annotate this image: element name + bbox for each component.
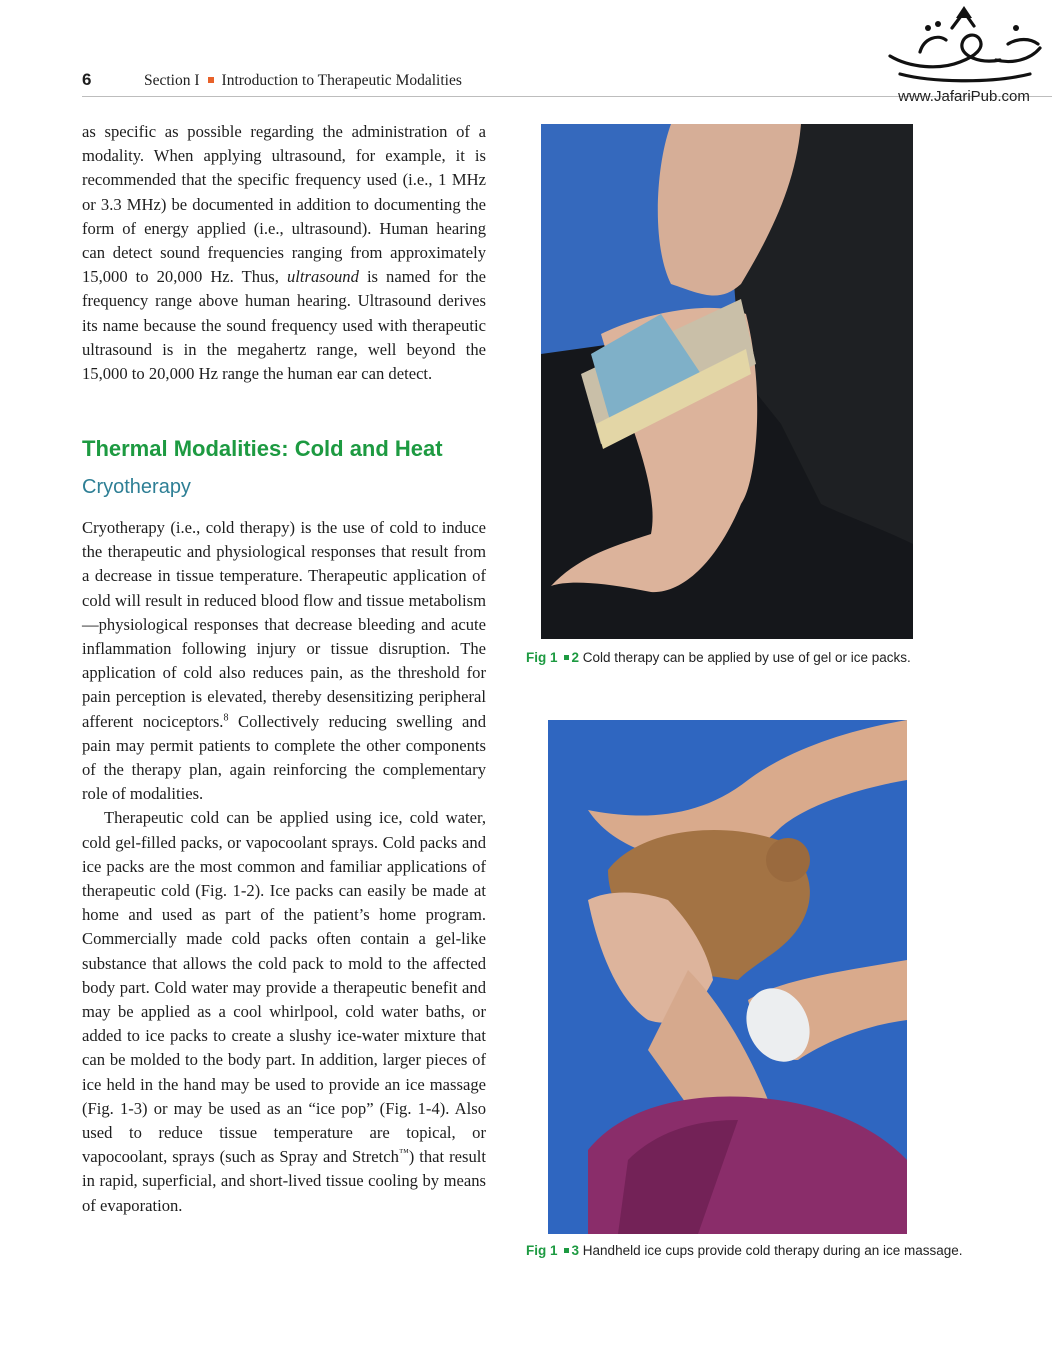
chapter-title: Introduction to Therapeutic Modalities	[221, 72, 462, 89]
paragraph-text: as specific as possible regarding the administration of a modality. When applying ultrasound, for example, it is recommended that the specific frequency used (i.e., 1 MHz or 3.3 MHz) be documented in addition to documenting the form of energy applied (i.e., ultrasound). Human hearing can detect sound frequencies ranging from approximately 15,000 to 20,000 Hz. Thus,	[82, 122, 486, 287]
section-heading: Thermal Modalities: Cold and Heat	[82, 436, 443, 461]
body-paragraph-2	[82, 516, 486, 1218]
calligraphy-logo-icon	[880, 4, 1048, 88]
figure-caption-1-2	[526, 650, 911, 665]
figure-number: 2	[571, 650, 580, 665]
figure-caption-1-3	[526, 1243, 963, 1258]
body-paragraph-1	[82, 120, 486, 386]
separator-square-icon	[208, 77, 214, 83]
figure-square-icon	[564, 655, 569, 660]
figure-square-icon	[564, 1248, 569, 1253]
paragraph-text: Cryotherapy (i.e., cold therapy) is the use of cold to induce the therapeutic and physiological responses that result from a decrease in tissue temperature. Therapeutic application of cold will result in reduced blood flow and tissue metabolism—physiological responses that decrease bleeding and acute inflammation following injury or tissue disruption. The application of cold also reduces pain, as the threshold for pain perception is elevated, thereby desensitizing peripheral afferent nociceptors.	[82, 518, 486, 731]
figure-number: 3	[571, 1243, 580, 1258]
running-header	[82, 70, 882, 94]
subsection-heading: Cryotherapy	[82, 476, 191, 498]
page-number: 6	[82, 70, 92, 89]
figure-label: Fig 1	[526, 1243, 558, 1258]
cold-pack-arm-illustration	[541, 124, 913, 639]
paragraph-text: Collectively reducing swelling and pain may permit patients to complete the other components of the therapy plan, again reinforcing the complementary role of modalities.	[82, 711, 486, 804]
ice-massage-illustration	[548, 720, 907, 1234]
publisher-logo	[880, 4, 1048, 114]
figure-photo-ice-massage	[548, 720, 907, 1234]
caption-text: Cold therapy can be applied by use of gel or ice packs.	[582, 650, 911, 665]
paragraph-text: Therapeutic cold can be applied using ice, cold water, cold gel-filled packs, or vapocoolant sprays. Cold packs and ice packs are the most common and familiar applications of therapeutic cold (Fig. 1-2). Ice packs can easily be made at home and used as part of the patient’s home program. Commercially made cold packs often contain a gel-like substance that allows the cold pack to mold to the affected body part. Cold water may provide a therapeutic benefit and may be applied as a cool whirlpool, cold water baths, or added to ice packs to create a slushy ice-water mixture that can be molded to the body part. In addition, larger pieces of ice held in the hand may be used to provide an ice massage (Fig. 1-3) or may be used as an “ice pop” (Fig. 1-4). Also used to reduce tissue temperature are topical, or vapocoolant, sprays (such as Spray and Stretch	[82, 808, 486, 1167]
paragraph-text: ) that result in rapid, superficial, and short-lived tissue cooling by means of evaporation.	[82, 1147, 486, 1215]
figure-photo-cold-pack	[541, 124, 913, 639]
emphasis-term: ultrasound	[286, 267, 359, 287]
trademark-symbol: ™	[398, 1147, 409, 1159]
figure-label: Fig 1	[526, 650, 558, 665]
reference-superscript: 8	[223, 712, 229, 724]
caption-text: Handheld ice cups provide cold therapy during an ice massage.	[582, 1243, 963, 1258]
body-paragraph-3	[82, 806, 486, 1217]
running-head-title	[144, 72, 462, 90]
section-label: Section I	[144, 72, 200, 89]
publisher-url: www.JafariPub.com	[898, 88, 1030, 105]
paragraph-text: is named for the frequency range above human hearing. Ultrasound derives its name because the sound frequency used with therapeutic ultrasound is in the megahertz range, well beyond the 15,000 to 20,000 Hz range the human ear can detect.	[82, 267, 487, 384]
